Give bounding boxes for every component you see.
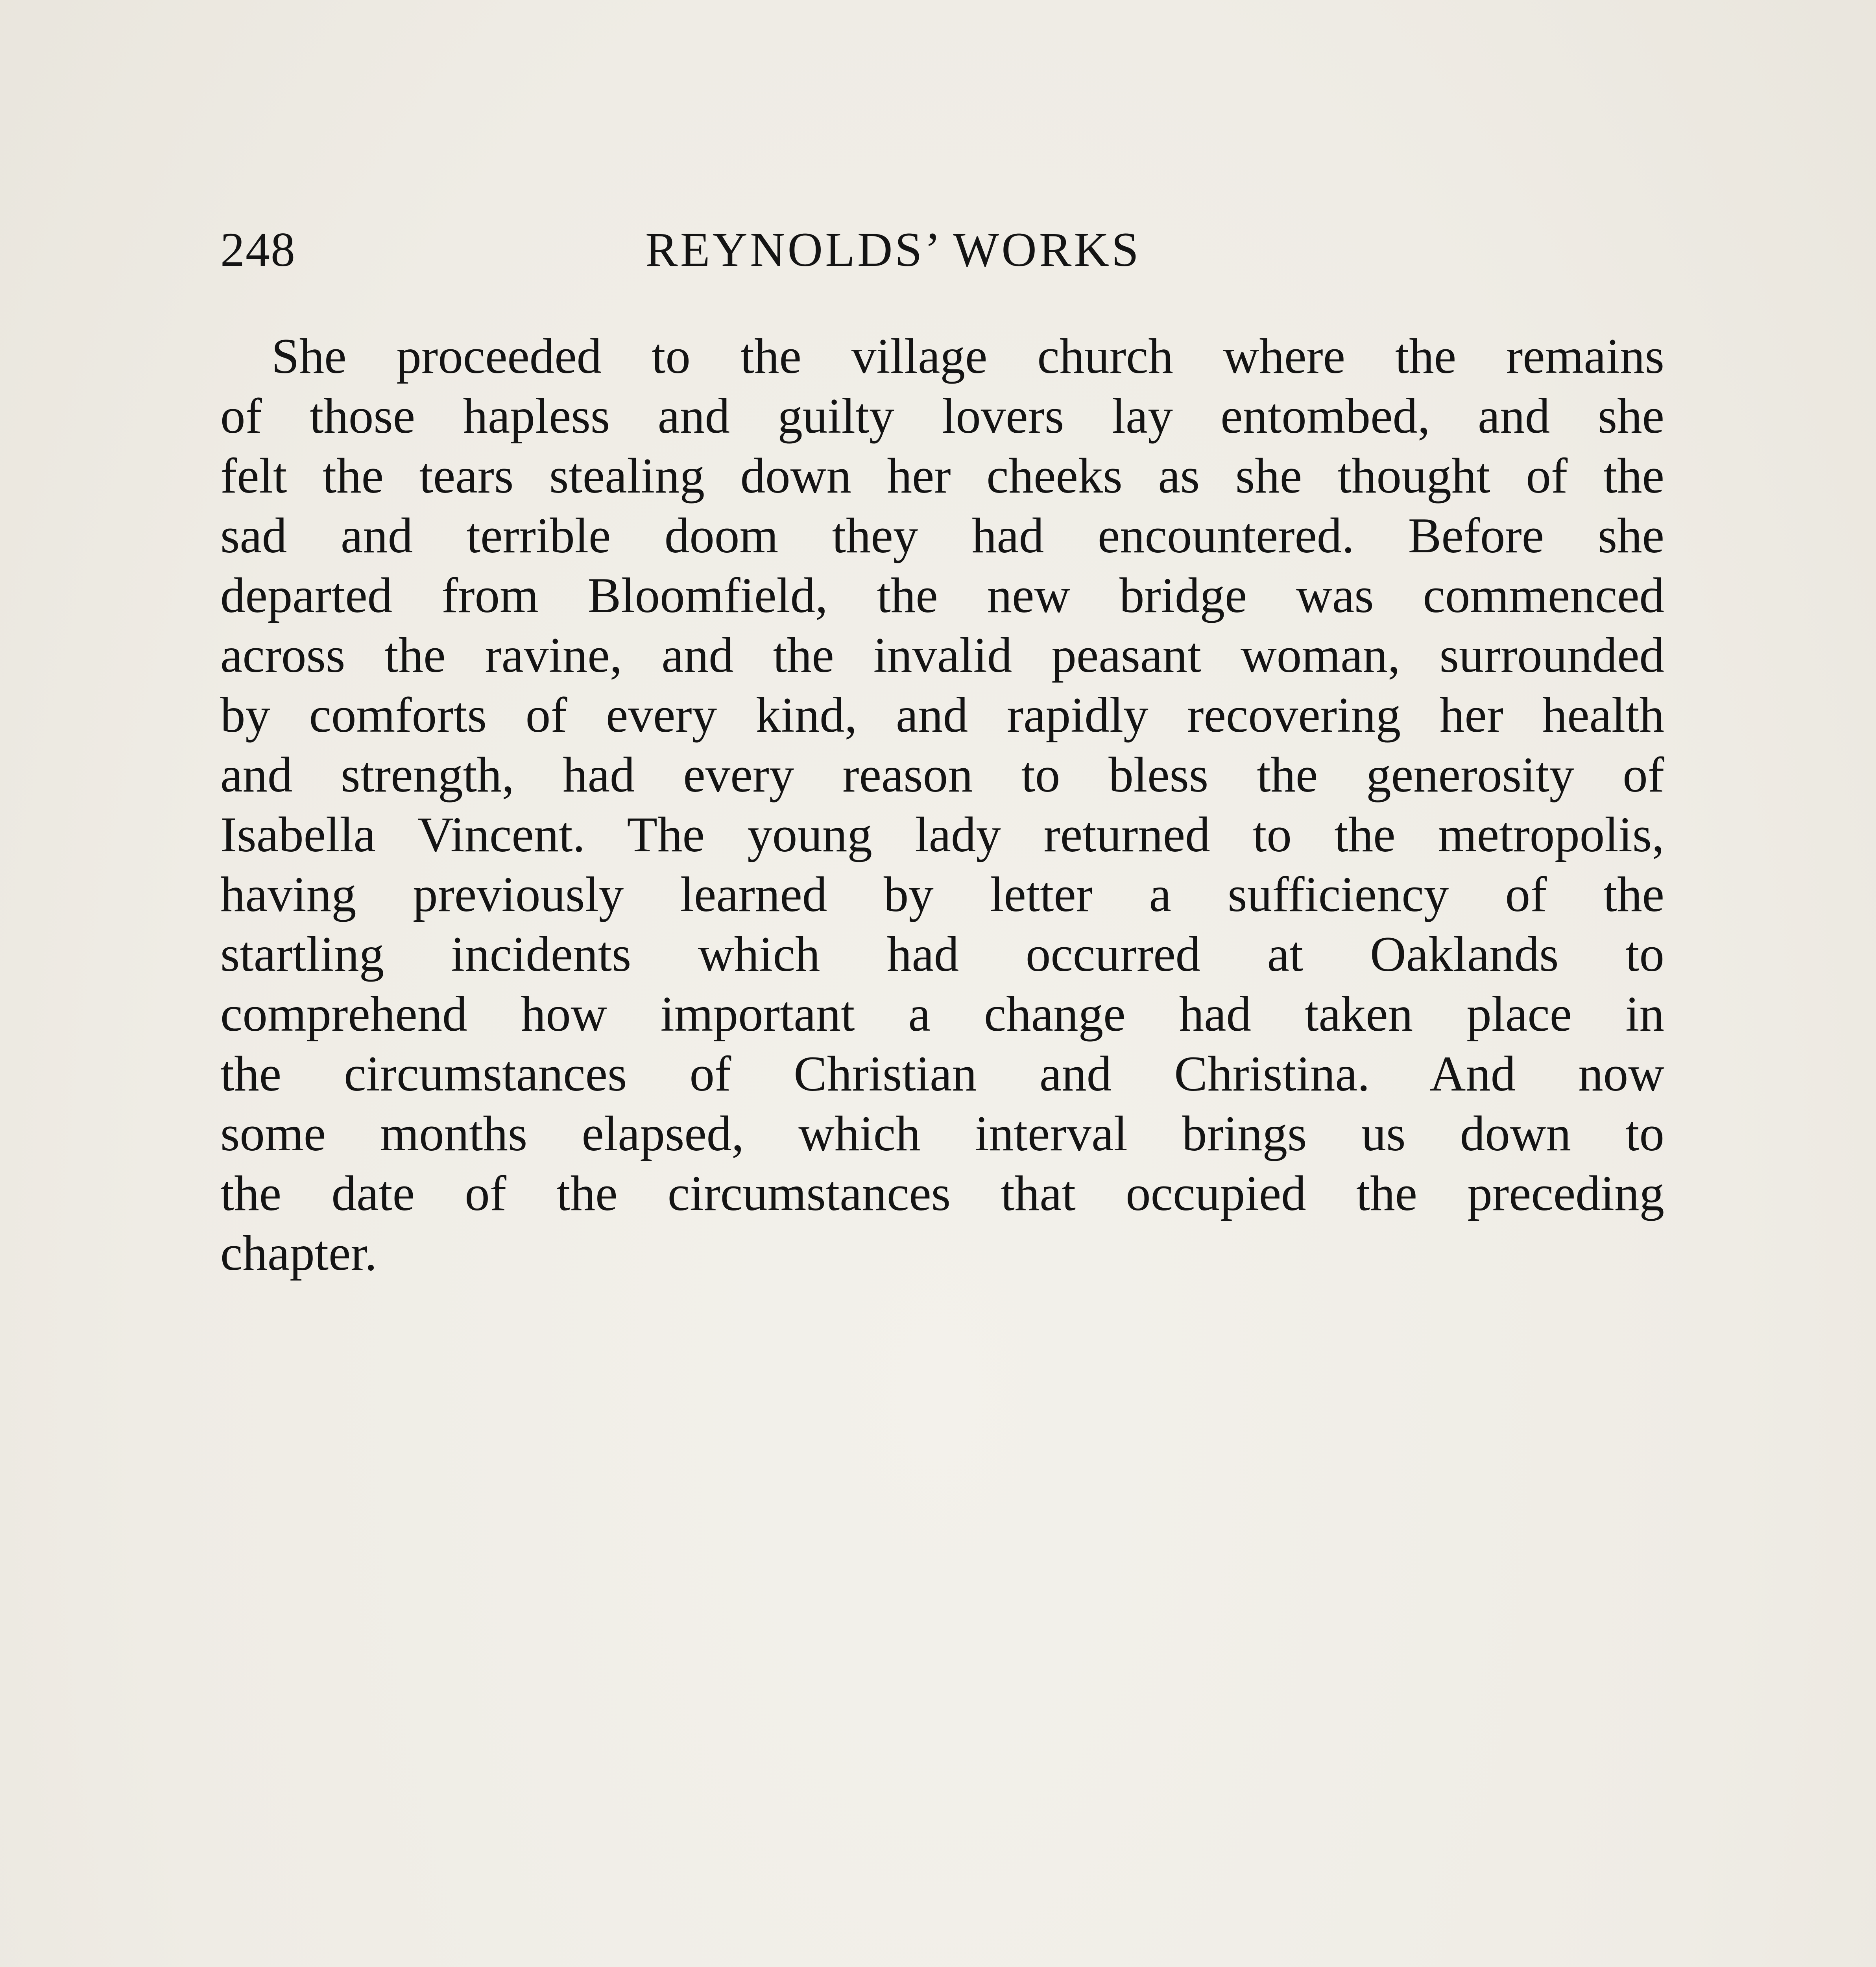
running-head xyxy=(220,218,1664,281)
running-title: REYNOLDS’ WORKS xyxy=(645,223,1141,277)
text-line: and strength, had every reason to bless the generosity of xyxy=(220,747,1664,803)
text-line: the circumstances of Christian and Christina. And now xyxy=(220,1046,1664,1102)
text-line: having previously learned by letter a sufficiency of the xyxy=(220,867,1664,922)
text-line: chapter. xyxy=(220,1226,377,1281)
text-line: comprehend how important a change had taken place in xyxy=(220,987,1664,1042)
text-line: by comforts of every kind, and rapidly recovering her health xyxy=(220,688,1664,743)
text-line: departed from Bloomfield, the new bridge was commenced xyxy=(220,568,1664,623)
text-line: startling incidents which had occurred at Oaklands to xyxy=(220,927,1664,982)
text-line: across the ravine, and the invalid peasant woman, surrounded xyxy=(220,628,1664,683)
text-line: felt the tears stealing down her cheeks as she thought of the xyxy=(220,448,1664,504)
text-line: Isabella Vincent. The young lady returned to the metropolis, xyxy=(220,807,1664,862)
text-line: She proceeded to the village church where the remains xyxy=(271,329,1664,384)
text-line: of those hapless and guilty lovers lay entombed, and she xyxy=(220,389,1664,444)
text-line: the date of the circumstances that occupied the preceding xyxy=(220,1166,1664,1221)
text-line: some months elapsed, which interval brings us down to xyxy=(220,1106,1664,1161)
page-number: 248 xyxy=(220,223,296,277)
text-line: sad and terrible doom they had encountered. Before she xyxy=(220,508,1664,563)
body-paragraph xyxy=(220,327,1664,1283)
